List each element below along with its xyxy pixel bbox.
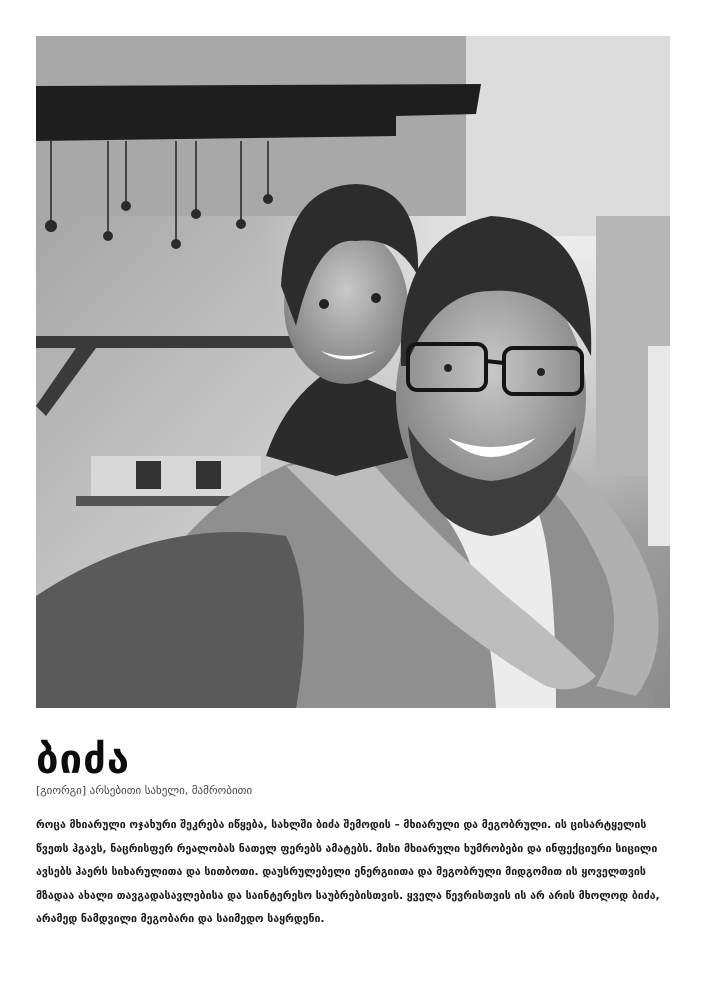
family-photo <box>36 36 670 708</box>
poster-description: როცა მხიარული ოჯახური შეკრება იწყება, სახლში ბიძა შემოდის – მხიარული და მეგობრული. ის ცისარტყელის წვეთს ჰგავს, ნაცრისფერ რეალობას ნათელ ფერებს ამატებს. მისი მხიარული ხუმრობები და ინფექციური სიცილი ავსებს ჰაერს სიხარულითა და სითბოთი. დაუსრულებელი ენერგიითა და მეგობრული მიდგომით ის ყოველთვის მზადაა ახალი თავგადასავლებისა და საინტერესო საუბრებისთვის. ყველა წევრისთვის ის არ არის მხოლოდ ბიძა, არამედ ნამდვილი მეგობარი და საიმედო საყრდენი. <box>36 819 660 925</box>
poster-subtitle: [გიორგი] არსებითი სახელი, მამრობითი <box>36 784 253 797</box>
photo-image-icon <box>36 36 670 708</box>
poster-title: ბიძა <box>36 737 130 783</box>
